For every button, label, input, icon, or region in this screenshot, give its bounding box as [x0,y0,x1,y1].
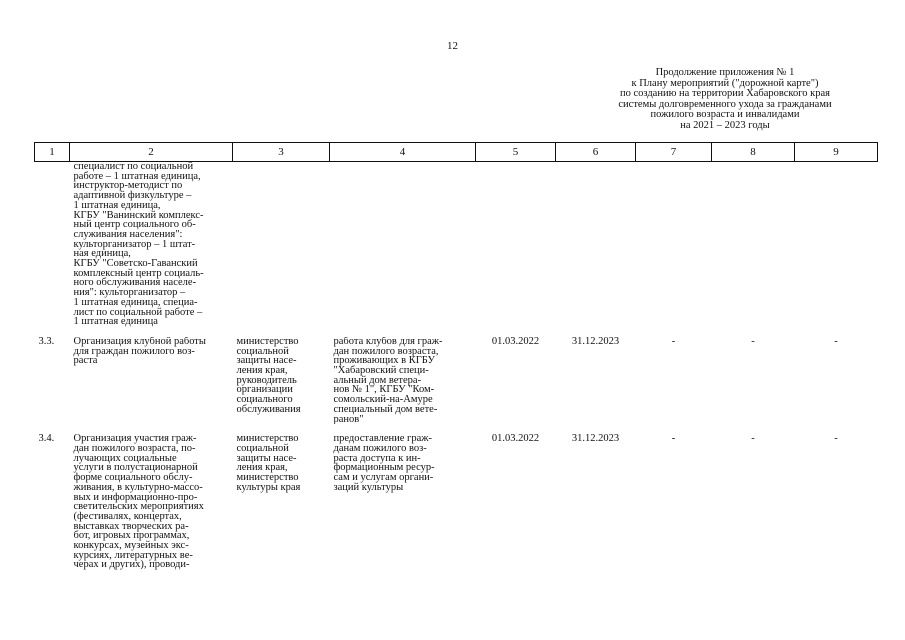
cell-col7: - [671,336,676,347]
text-line: ления края, [236,462,288,474]
text-line: форме социального обслу- [73,472,193,484]
cell-col8: - [751,434,755,445]
text-line: 1 штатная единица, специа- [73,296,198,308]
text-line: ного обслуживания населе- [73,277,197,289]
measure-name [70,434,233,570]
text-line: Организация участия граж- [73,434,197,445]
column-header: 7 [636,143,712,162]
text-line: ния": культорганизатор – [73,287,186,299]
expected-result [330,337,476,424]
text-line: ления края, [236,365,288,377]
continuation-text [70,162,233,327]
text-line: министерство [236,472,299,484]
text-line: выставках творческих ра- [73,520,189,532]
text-line: инструктор-методист по [73,180,183,192]
text-line: руководитель [236,374,297,386]
row-number: 3.3. [38,336,55,347]
text-line: специальный дом вете- [333,403,438,415]
text-line: социальной [236,345,289,357]
text-line: формационным ресур- [333,462,435,474]
expected-result [330,434,476,570]
table-row-continuation [35,162,878,327]
text-line: ный центр социального об- [73,219,196,231]
text-line: служивания населения": [73,228,183,240]
table-row [35,434,878,570]
text-line: министерство [236,336,299,347]
text-line: культорганизатор – 1 штат- [73,238,196,250]
text-line: работе – 1 штатная единица, [73,170,201,182]
header-line: к Плану мероприятий ("дорожной карте") [631,77,819,89]
row-number: 3.4. [38,434,55,445]
appendix-header [590,68,860,131]
cell-col9: - [834,434,838,445]
header-line: на 2021 – 2023 годы [680,119,770,131]
column-header: 8 [712,143,795,162]
header-line: по созданию на территории Хабаровского края [619,88,831,99]
table-row [35,337,878,424]
text-line: дан пожилого возраста, [333,345,439,357]
text-line: КГБУ "Советско-Гаванский [73,258,198,270]
text-line: (фестивалях, концертах, [73,510,182,522]
text-line: обслуживания [236,403,301,415]
text-line: ранов" [333,413,364,425]
text-line: бот, игровых программах, [73,530,190,542]
column-header: 1 [35,143,70,162]
text-line: ная единица, [73,248,131,260]
measures-table [34,142,878,570]
text-line: нов № 1", КГБУ "Ком- [333,384,435,396]
end-date: 31.12.2023 [571,336,620,347]
text-line: вых и информационно-про- [73,491,198,503]
text-line: социальной [236,442,289,454]
text-line: сам и услугам органи- [333,472,434,484]
text-line: лучающих социальные [73,452,177,464]
text-line: раста [73,355,98,367]
header-line: пожилого возраста и инвалидами [650,109,800,120]
text-line: "Хабаровский специ- [333,365,429,377]
cell-col7: - [671,434,676,445]
text-line: альный дом ветера- [333,374,422,386]
responsible-executor [233,337,330,424]
header-line: системы долговременного ухода за гражданами [618,98,832,110]
column-header: 9 [795,143,878,162]
text-line: культуры края [236,481,301,493]
text-line: 1 штатная единица, [73,199,161,211]
text-line: черах и других), проводи- [73,559,190,571]
end-date: 31.12.2023 [571,434,620,445]
text-line: Организация клубной работы [73,336,206,347]
text-line: для граждан пожилого воз- [73,345,195,357]
text-line: 1 штатная единица [73,316,158,327]
start-date: 01.03.2022 [491,336,540,347]
text-line: дан пожилого возраста, по- [73,442,196,454]
page-number: 12 [447,40,458,52]
text-line: раста доступа к ин- [333,452,421,464]
column-header: 5 [476,143,556,162]
text-line: министерство [236,434,299,445]
text-line: предоставление граж- [333,434,432,445]
text-line: заций культуры [333,481,404,493]
measure-name [70,337,233,424]
text-line: сомольский-на-Амуре [333,394,433,406]
text-line: данам пожилого воз- [333,442,427,454]
text-line: комплексный центр социаль- [73,267,204,279]
start-date: 01.03.2022 [491,434,540,445]
text-line: адаптивной физкультуре – [73,190,192,202]
responsible-executor [233,434,330,570]
text-line: организации [236,384,293,396]
text-line: защиты насе- [236,355,297,367]
text-line: курсиях, литературных ве- [73,549,193,561]
text-line: услуги в полустационарной [73,462,198,474]
text-line: конкурсах, музейных экс- [73,540,189,552]
text-line: живания, в культурно-массо- [73,481,203,493]
text-line: защиты насе- [236,452,297,464]
table-header-row [35,143,878,162]
cell-col8: - [751,336,755,347]
text-line: специалист по социальной [73,161,194,172]
cell-col9: - [834,336,838,347]
text-line: светительских мероприятиях [73,501,204,513]
text-line: КГБУ "Ванинский комплекс- [73,209,204,221]
text-line: социального [236,394,293,406]
text-line: работа клубов для граж- [333,336,443,347]
column-header: 2 [70,143,233,162]
column-header: 4 [330,143,476,162]
text-line: проживающих в КГБУ [333,355,435,367]
text-line: лист по социальной работе – [73,306,203,318]
column-header: 6 [556,143,636,162]
column-header: 3 [233,143,330,162]
header-line: Продолжение приложения № 1 [655,67,795,78]
